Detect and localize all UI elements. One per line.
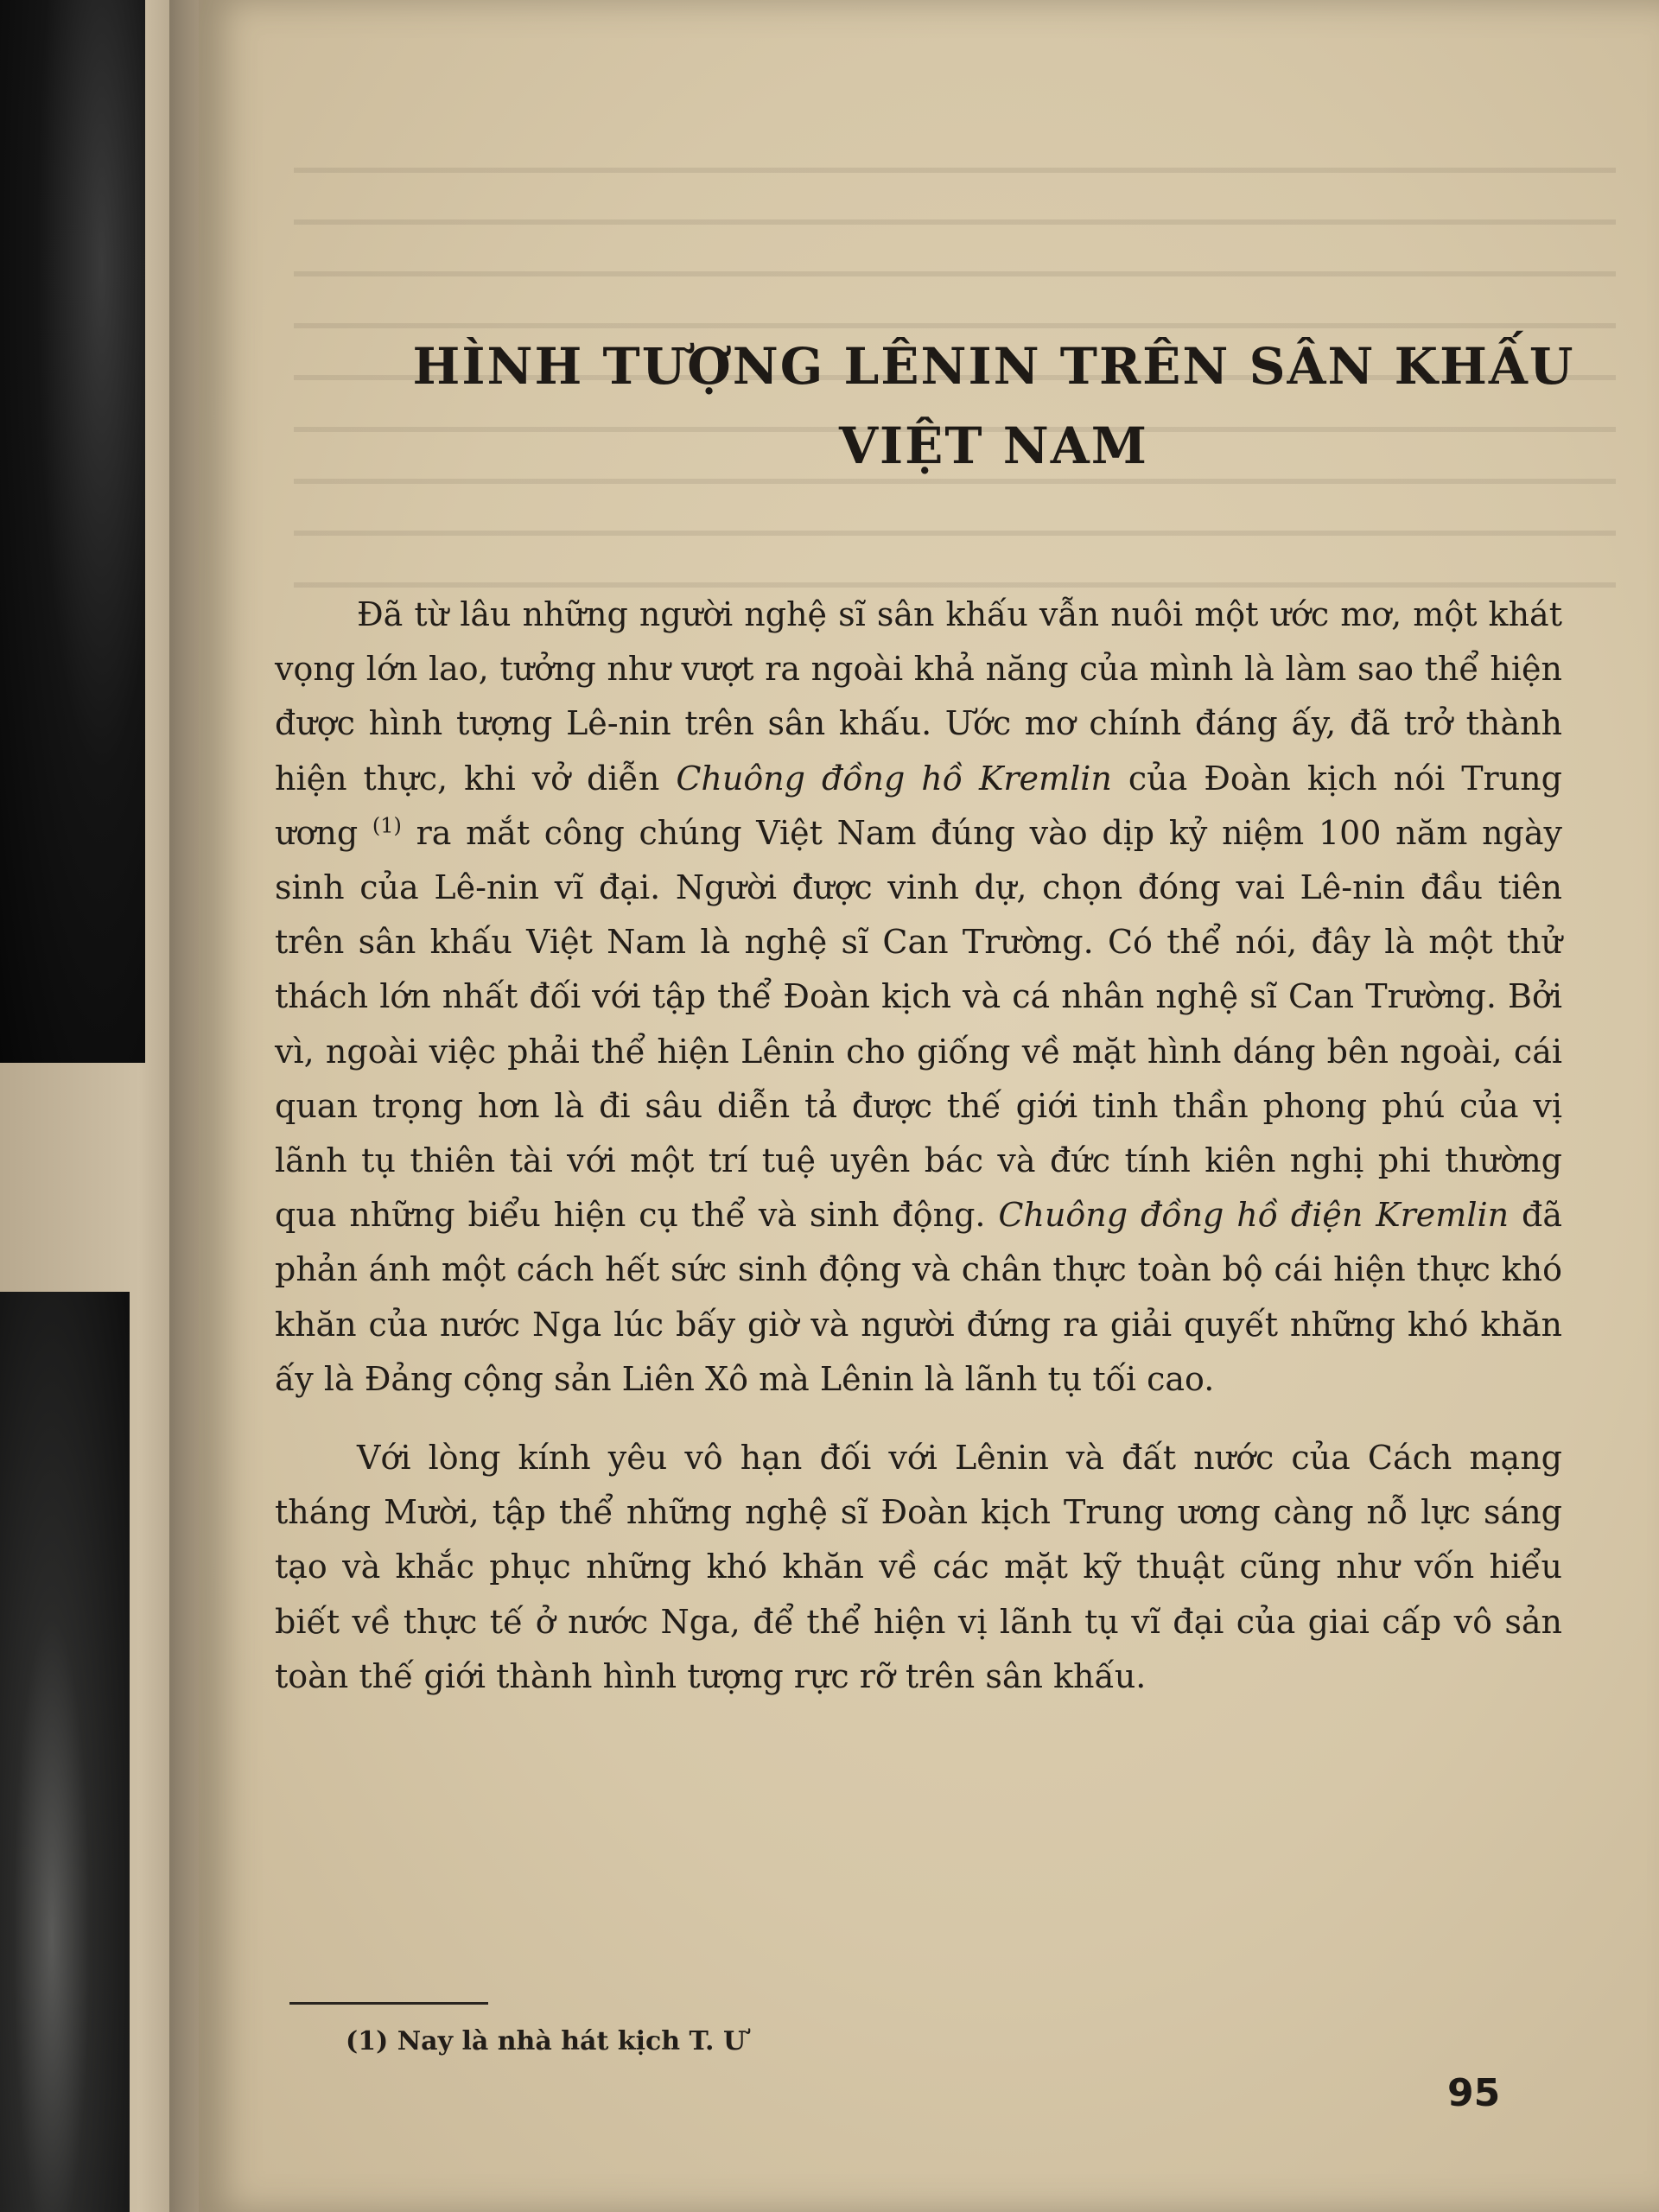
- chapter-title-line-2: VIỆT NAM: [839, 416, 1148, 475]
- book-page: [199, 0, 1659, 2212]
- footnote: (1) Nay là nhà hát kịch T. Ư: [346, 2026, 746, 2056]
- footnote-reference: (1): [372, 813, 402, 838]
- page-number: 95: [1447, 2071, 1501, 2115]
- facing-page-photo-top: [0, 0, 145, 1063]
- paragraph-2: Với lòng kính yêu vô hạn đối với Lênin và đất nước của Cách mạng tháng Mười, tập thể những nghệ sĩ Đoàn kịch Trung ương càng nỗ lực sáng tạo và khắc phục những khó khăn về các mặt kỹ thuật cũng như vốn hiểu biết về thực tế ở nước Nga, để thể hiện vị lãnh tụ vĩ đại của giai cấp vô sản toàn thế giới thành hình tượng rực rỡ trên sân khấu.: [275, 1439, 1562, 1695]
- facing-page-photo-bottom: [0, 1292, 130, 2212]
- book-gutter: [169, 0, 199, 2212]
- facing-page: [0, 0, 199, 2212]
- chapter-title-line-1: HÌNH TƯỢNG LÊNIN TRÊN SÂN KHẤU: [412, 337, 1575, 396]
- play-title-italic-2: Chuông đồng hồ điện Kremlin: [998, 1196, 1510, 1235]
- paragraph-1-text-d: đã phản ánh một cách hết sức sinh động và chân thực toàn bộ cái hiện thực khó khăn của nước Nga lúc bấy giờ và người đứng ra giải quyết những khó khăn ấy là Đảng cộng sản Liên Xô mà Lênin là lãnh tụ tối cao.: [275, 1196, 1562, 1398]
- body-text: [275, 588, 1562, 1704]
- footnote-divider: [289, 2002, 488, 2005]
- chapter-title: [354, 327, 1633, 486]
- paragraph-1: [275, 588, 1562, 1407]
- paragraph-1-text-b: của Đoàn kịch nói Trung ương: [275, 759, 1562, 852]
- play-title-italic: Chuông đồng hồ Kremlin: [676, 759, 1112, 798]
- paragraph-1-text-a: Đã từ lâu những người nghệ sĩ sân khấu vẫn nuôi một ước mơ, một khát vọng lớn lao, tưởng như vượt ra ngoài khả năng của mình là làm sao thể hiện được hình tượng Lê-nin trên sân khấu. Ước mơ chính đáng ấy, đã trở thành hiện thực, khi vở diễn: [275, 595, 1562, 798]
- paragraph-1-text-c: ra mắt công chúng Việt Nam đúng vào dịp kỷ niệm 100 năm ngày sinh của Lê-nin vĩ đại. Người được vinh dự, chọn đóng vai Lê-nin đầu tiên trên sân khấu Việt Nam là nghệ sĩ Can Trường. Có thể nói, đây là một thử thách lớn nhất đối với tập thể Đoàn kịch và cá nhân nghệ sĩ Can Trường. Bởi vì, ngoài việc phải thể hiện Lênin cho giống về mặt hình dáng bên ngoài, cái quan trọng hơn là đi sâu diễn tả được thế giới tinh thần phong phú của vị lãnh tụ thiên tài với một trí tuệ uyên bác và đức tính kiên nghị phi thường qua những biểu hiện cụ thể và sinh động.: [275, 813, 1562, 1235]
